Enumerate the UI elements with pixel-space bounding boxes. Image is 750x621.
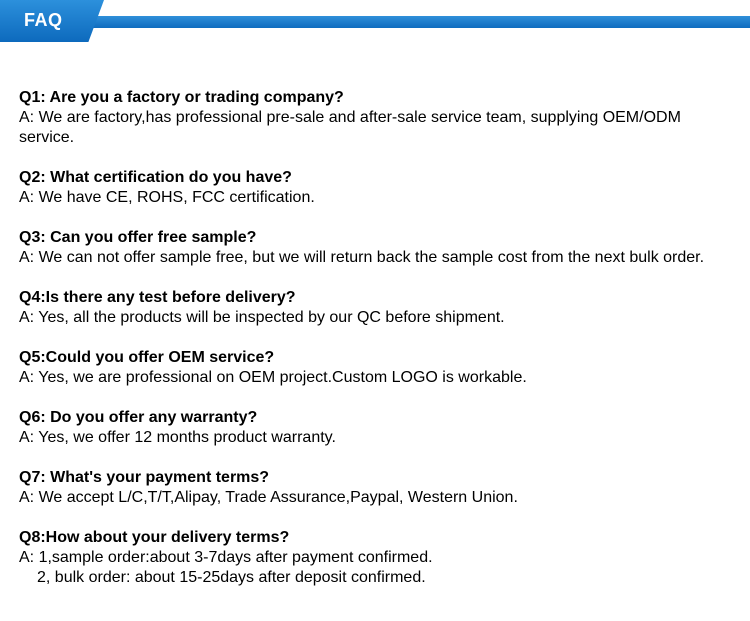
faq-item-q5 [19, 348, 739, 388]
answer-line: A: Yes, all the products will be inspected by our QC before shipment. [19, 309, 505, 326]
faq-item-q4 [19, 288, 739, 328]
answer-line: A: Yes, we offer 12 months product warranty. [19, 429, 336, 446]
faq-item-q3 [19, 228, 739, 268]
question-text: Q5:Could you offer OEM service? [19, 349, 275, 366]
question-text: Q1: Are you a factory or trading company? [19, 89, 344, 106]
question-text: Q6: Do you offer any warranty? [19, 409, 258, 426]
faq-item-q1 [19, 88, 739, 148]
question-text: Q7: What's your payment terms? [19, 469, 270, 486]
answer-line: A: Yes, we are professional on OEM project.Custom LOGO is workable. [19, 369, 527, 386]
question-text: Q3: Can you offer free sample? [19, 229, 257, 246]
faq-item-q2 [19, 168, 739, 208]
page-title: FAQ [24, 10, 63, 30]
answer-line: service. [19, 129, 75, 146]
question-text: Q4:Is there any test before delivery? [19, 289, 296, 306]
question-text: Q2: What certification do you have? [19, 169, 292, 186]
faq-banner [0, 0, 750, 42]
answer-line: A: We accept L/C,T/T,Alipay, Trade Assurance,Paypal, Western Union. [19, 489, 518, 506]
faq-item-q6 [19, 408, 739, 448]
question-text: Q8:How about your delivery terms? [19, 529, 290, 546]
faq-item-q8 [19, 528, 739, 588]
faq-item-q7 [19, 468, 739, 508]
banner-divider-line [0, 16, 750, 28]
answer-line: A: We have CE, ROHS, FCC certification. [19, 189, 315, 206]
answer-line: 2, bulk order: about 15-25days after deposit confirmed. [37, 569, 426, 586]
answer-line: A: We are factory,has professional pre-sale and after-sale service team, supplying OEM/ODM [19, 109, 681, 126]
faq-list [19, 88, 739, 588]
answer-line: A: 1,sample order:about 3-7days after payment confirmed. [19, 549, 433, 566]
answer-line: A: We can not offer sample free, but we will return back the sample cost from the next bulk order. [19, 249, 705, 266]
